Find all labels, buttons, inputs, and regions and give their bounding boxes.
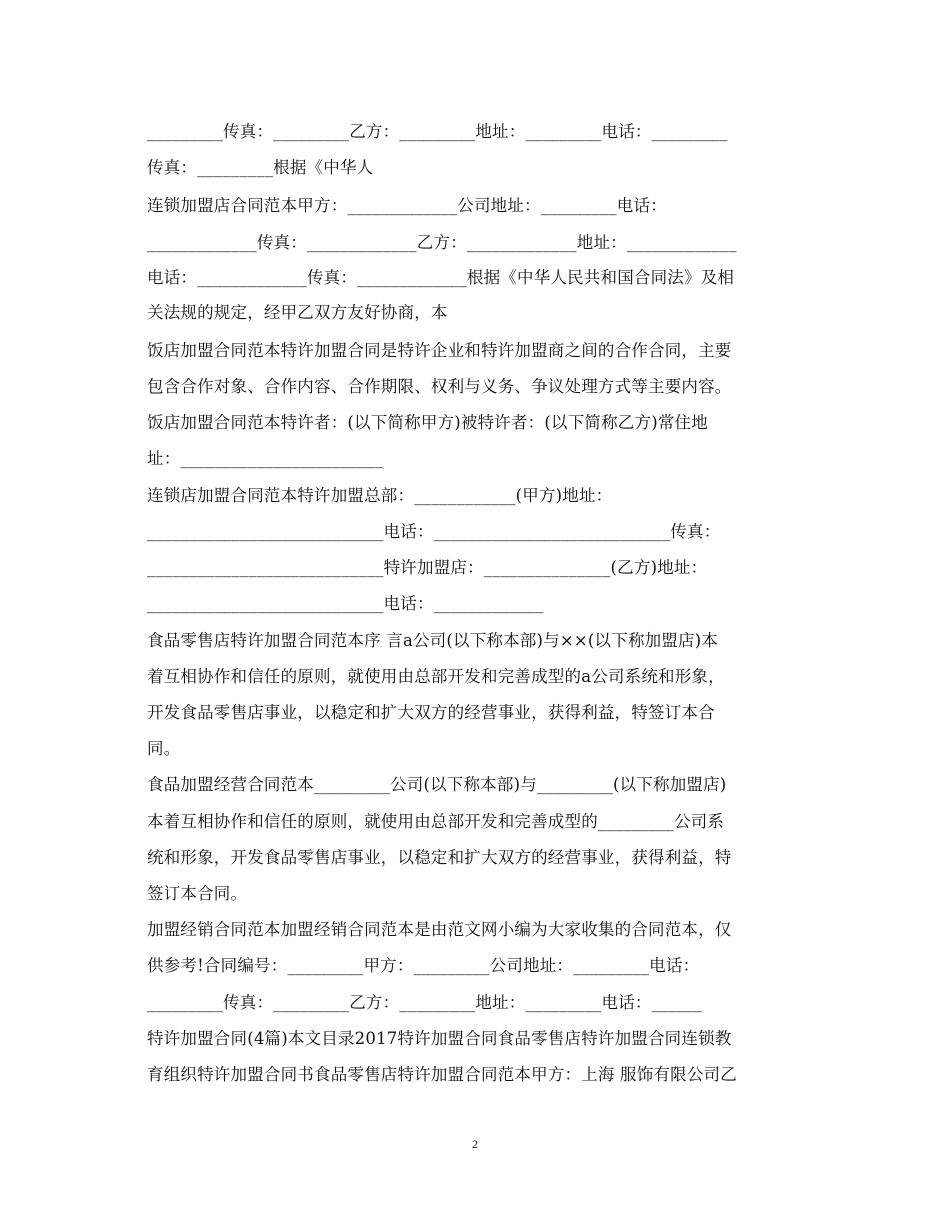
text-line: 食品加盟经营合同范本_________公司(以下称本部)与_________(以下称加盟店): [147, 775, 727, 794]
text-line: 育组织特许加盟合同书食品零售店特许加盟合同范本甲方：上海 服饰有限公司乙: [147, 1065, 737, 1084]
text-line: 关法规的规定，经甲乙双方友好协商，本: [147, 303, 448, 322]
text-line: _____________传真：_____________乙方：_____________地址：_____________: [147, 233, 737, 252]
text-line: 传真：_________根据《中华人: [147, 158, 374, 177]
text-line: _________传真：_________乙方：_________地址：_________电话：_________: [147, 122, 728, 141]
page-number: 2: [472, 1137, 478, 1151]
text-line: 食品零售店特许加盟合同范本序 言a公司(以下称本部)与××(以下称加盟店)本: [147, 631, 719, 650]
text-line: 饭店加盟合同范本特许加盟合同是特许企业和特许加盟商之间的合作合同，主要: [147, 341, 732, 360]
text-line: 加盟经销合同范本加盟经销合同范本是由范文网小编为大家收集的合同范本，仅: [147, 920, 732, 939]
text-line: _________传真：_________乙方：_________地址：_________电话：______: [147, 993, 703, 1012]
text-line: 址：________________________: [147, 449, 384, 468]
text-line: 开发食品零售店事业，以稳定和扩大双方的经营事业，获得利益，特签订本合: [147, 703, 715, 722]
text-line: 本着互相协作和信任的原则，就使用由总部开发和完善成型的_________公司系: [147, 812, 725, 831]
text-line: 供参考!合同编号：_________甲方：_________公司地址：_________电话：: [147, 956, 700, 975]
text-line: 统和形象，开发食品零售店事业，以稳定和扩大双方的经营事业，获得利益，特: [147, 848, 732, 867]
text-line: 电话：_____________传真：_____________根据《中华人民共和国合同法》及相: [147, 268, 735, 287]
text-line: 饭店加盟合同范本特许者：(以下简称甲方)被特许者：(以下简称乙方)常住地: [147, 413, 708, 432]
text-line: 着互相协作和信任的原则，就使用由总部开发和完善成型的a公司系统和形象，: [147, 667, 725, 686]
text-line: ____________________________电话：____________________________传真：: [147, 522, 721, 541]
text-line: ____________________________电话：_____________: [147, 594, 544, 613]
text-line: 连锁店加盟合同范本特许加盟总部：____________(甲方)地址：: [147, 486, 613, 505]
text-line: 同。: [147, 739, 181, 758]
text-line: 连锁加盟店合同范本甲方：_____________公司地址：_________电话：: [147, 196, 667, 215]
text-line: 签订本合同。: [147, 884, 248, 903]
text-line: 包含合作对象、合作内容、合作期限、权利与义务、争议处理方式等主要内容。: [147, 377, 732, 396]
text-line: 特许加盟合同(4篇)本文目录2017特许加盟合同食品零售店特许加盟合同连锁教: [147, 1029, 732, 1048]
text-line: ____________________________特许加盟店：_______________(乙方)地址：: [147, 558, 708, 577]
